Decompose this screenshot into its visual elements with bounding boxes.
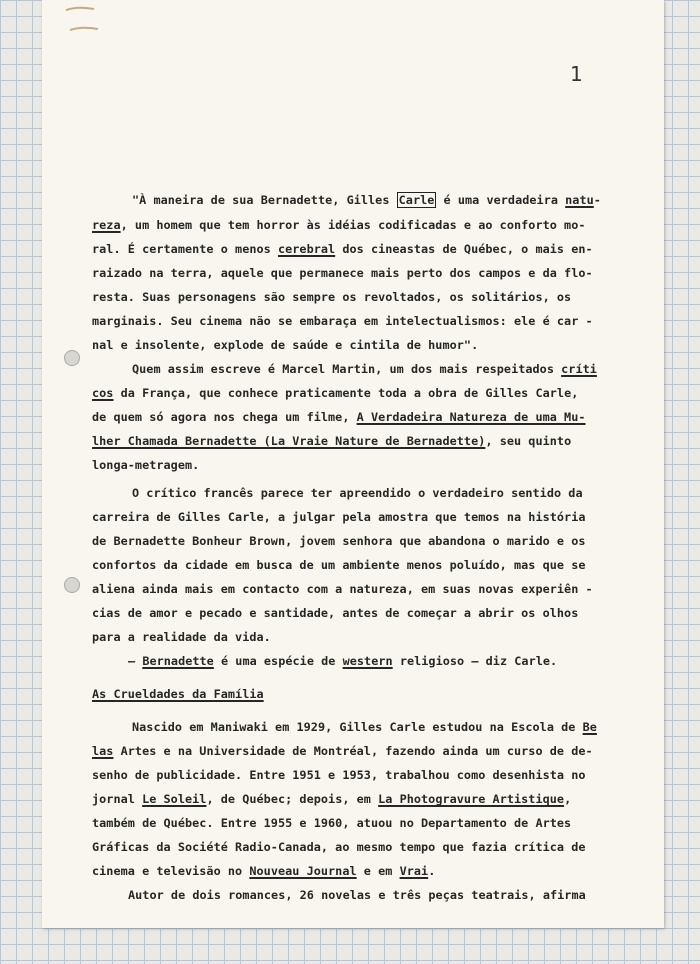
text-line: marginais. Seu cinema não se embaraça em intelectualismos: ele é car - [92,314,593,328]
text-line: resta. Suas personagens são sempre os revoltados, os solitários, os [92,290,572,304]
text-line: Nascido em Maniwaki em 1929, Gilles Carle estudou na Escola de Be [132,720,597,734]
text-line: aliena ainda mais em contacto com a natureza, em suas novas experiên - [92,582,593,596]
text-line: O crítico francês parece ter apreendido o verdadeiro sentido da [132,486,583,500]
text-line: cias de amor e pecado e santidade, antes de começar a abrir os olhos [92,606,579,620]
text-line: de quem só agora nos chega um filme, A Verdadeira Natureza de uma Mu- [92,410,586,424]
text-line: "À maneira de sua Bernadette, Gilles Carle é uma verdadeira natu- [132,193,601,207]
typewritten-page [42,0,664,928]
text-line: reza, um homem que tem horror às idéias codificadas e ao conforto mo- [92,218,586,232]
text-line: Autor de dois romances, 26 novelas e três peças teatrais, afirma [128,888,586,902]
text-line: senho de publicidade. Entre 1951 e 1953, trabalhou como desenhista no [92,768,586,782]
text-line: para a realidade da vida. [92,630,271,644]
text-line: las Artes e na Universidade de Montréal, fazendo ainda um curso de de- [92,744,593,758]
text-line: confortos da cidade em busca de um ambiente menos poluído, mas que se [92,558,586,572]
page-mark: 1 [570,62,583,86]
text-line: lher Chamada Bernadette (La Vraie Nature de Bernadette), seu quinto [92,434,572,448]
text-line: de Bernadette Bonheur Brown, jovem senhora que abandona o marido e os [92,534,586,548]
text-line: longa-metragem. [92,458,200,472]
text-line: nal e insolente, explode de saúde e cintila de humor". [92,338,479,352]
text-line: ral. É certamente o menos cerebral dos cineastas de Québec, o mais en- [92,242,593,256]
punch-hole [64,577,80,593]
text-line: cinema e televisão no Nouveau Journal e em Vrai. [92,864,436,878]
text-line: também de Québec. Entre 1955 e 1960, atuou no Departamento de Artes [92,816,572,830]
section-heading: As Crueldades da Família [92,687,264,701]
text-line: carreira de Gilles Carle, a julgar pela amostra que temos na história [92,510,586,524]
text-line: — Bernadette é uma espécie de western religioso — diz Carle. [128,654,558,668]
text-line: jornal Le Soleil, de Québec; depois, em La Photogravure Artistique, [92,792,572,806]
punch-hole [64,350,80,366]
rust-stain [64,4,104,34]
text-line: Gráficas da Société Radio-Canada, ao mesmo tempo que fazia crítica de [92,840,586,854]
text-line: raizado na terra, aquele que permanece mais perto dos campos e da flo- [92,266,593,280]
text-line: Quem assim escreve é Marcel Martin, um dos mais respeitados críti [132,362,597,376]
text-line: cos da França, que conhece praticamente toda a obra de Gilles Carle, [92,386,579,400]
